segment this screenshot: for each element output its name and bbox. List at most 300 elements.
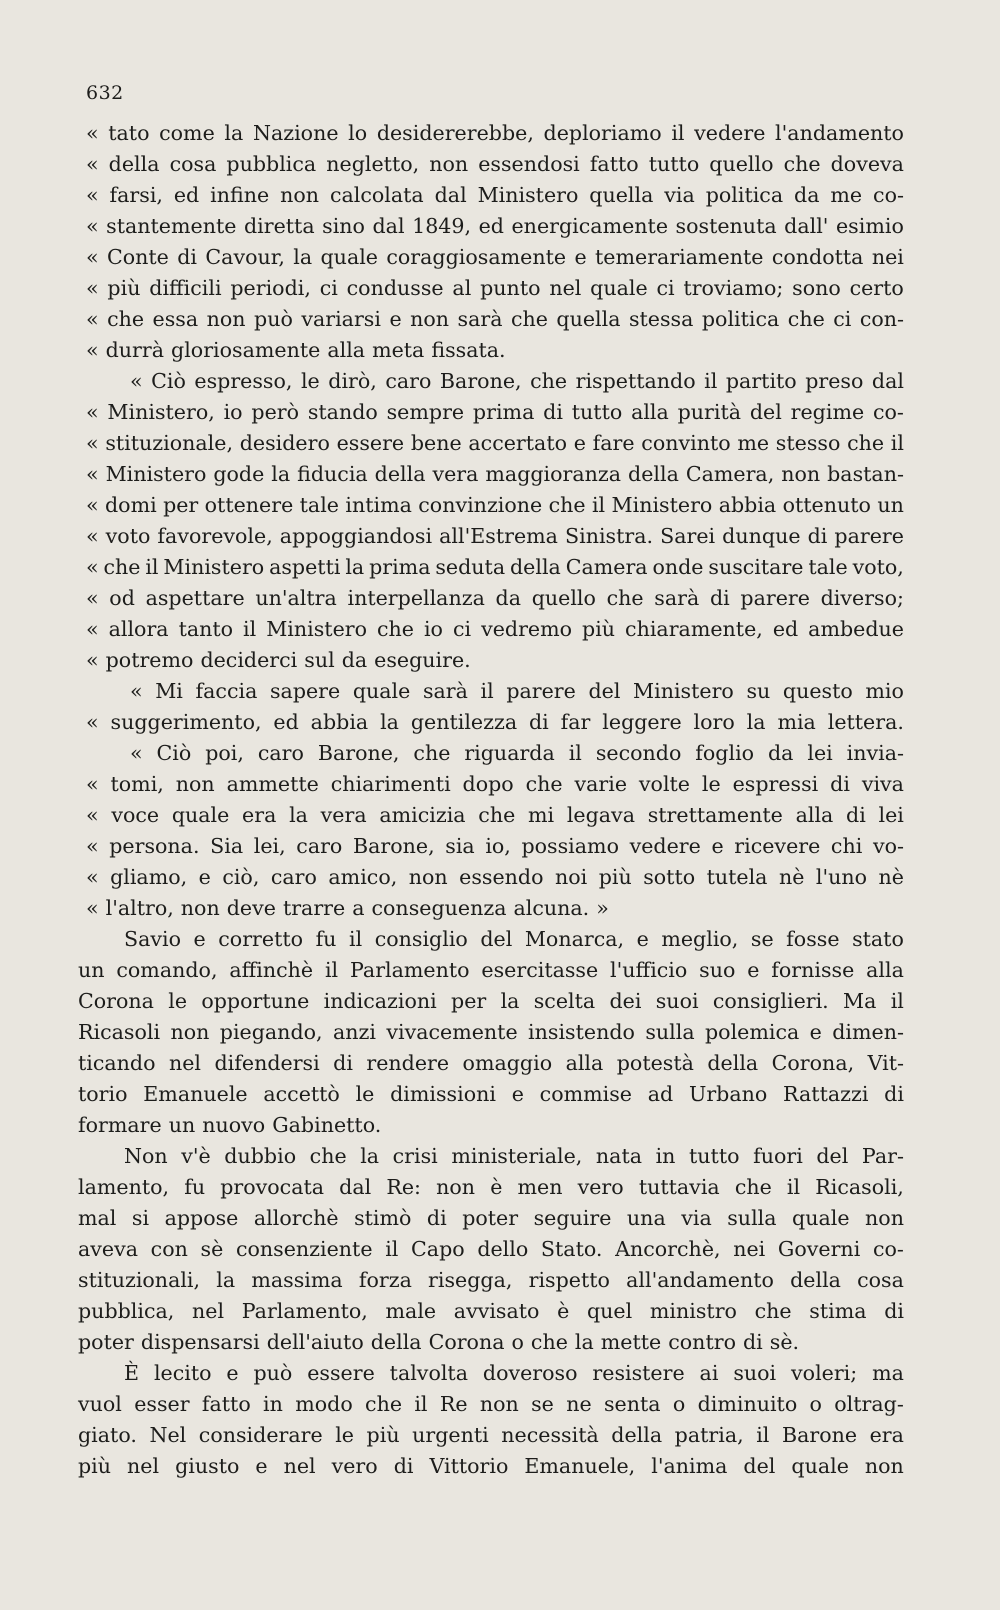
word: con- <box>859 307 904 331</box>
word: lamento, <box>78 1175 170 1199</box>
word: suoi <box>655 989 699 1013</box>
word: consiglieri. <box>712 989 829 1013</box>
word: dei <box>609 989 642 1013</box>
word: desidererebbe, <box>376 121 534 145</box>
word: espresso, <box>194 369 293 393</box>
word: un <box>877 493 904 517</box>
text-line <box>78 676 904 707</box>
word: o <box>511 1330 524 1354</box>
word: consiglio <box>374 927 468 951</box>
word: diverso; <box>820 586 904 610</box>
word: Stato. <box>540 1237 603 1261</box>
word: fiducia <box>297 462 368 486</box>
word: mi <box>527 803 555 827</box>
word: ci <box>833 307 852 331</box>
word: della <box>370 1330 422 1354</box>
word: foglio <box>695 741 755 765</box>
word: se <box>531 1392 554 1416</box>
word: condusse <box>346 276 444 300</box>
word: espressi <box>732 772 819 796</box>
word: del <box>588 679 621 703</box>
word: Ricasoli <box>78 1020 161 1044</box>
word: riguarda <box>464 741 555 765</box>
word: « <box>86 307 99 331</box>
text-line <box>78 1327 904 1358</box>
text-line <box>78 490 904 521</box>
word: però <box>251 400 300 424</box>
word: aspetti <box>269 555 341 579</box>
word: a <box>352 896 365 920</box>
word: voce <box>111 803 160 827</box>
word: urgenti <box>412 1423 489 1447</box>
word: gloriosamente <box>171 338 321 362</box>
word: che <box>103 555 141 579</box>
word: talvolta <box>389 1361 468 1385</box>
word: formare <box>78 1113 162 1137</box>
word: fornisse <box>771 958 855 982</box>
word: non <box>429 152 469 176</box>
word: patria, <box>674 1423 744 1447</box>
word: nei <box>733 1237 766 1261</box>
word: commise <box>539 1082 632 1106</box>
word: nuovo <box>202 1113 266 1137</box>
word: senta <box>603 1392 661 1416</box>
word: Barone <box>781 1423 858 1447</box>
word: non <box>864 1454 904 1478</box>
word: Capo <box>411 1237 465 1261</box>
word: suggerimento, <box>110 710 262 734</box>
word: che <box>787 307 825 331</box>
word: allora <box>108 617 169 641</box>
word: caro <box>385 369 432 393</box>
word: Sinistra. <box>565 524 654 548</box>
word: più <box>598 865 632 889</box>
word: caro <box>270 865 317 889</box>
word: stessa <box>628 307 694 331</box>
word: purità <box>677 400 742 424</box>
word: difficili <box>149 276 222 300</box>
word: comando, <box>116 958 218 982</box>
word: necessità <box>501 1423 599 1447</box>
word: il <box>385 1237 399 1261</box>
word: convinto <box>641 431 731 455</box>
word: che <box>606 586 644 610</box>
word: co- <box>872 400 904 424</box>
word: sarà <box>422 679 468 703</box>
text-line <box>78 1017 904 1048</box>
word: con <box>150 1237 188 1261</box>
word: come <box>159 121 215 145</box>
word: caro <box>257 741 304 765</box>
word: non <box>781 462 821 486</box>
word: seduta <box>435 555 506 579</box>
word: in <box>655 1144 676 1168</box>
word: sapere <box>269 679 341 703</box>
word: indicazioni <box>323 989 437 1013</box>
word: giusto <box>175 1454 240 1478</box>
word: loro <box>693 710 735 734</box>
word: stesso <box>775 431 841 455</box>
word: nel <box>549 276 582 300</box>
word: parere <box>740 586 810 610</box>
word: può <box>254 307 293 331</box>
word: ci <box>656 276 675 300</box>
word: che <box>478 803 516 827</box>
word: ticando <box>78 1051 156 1075</box>
text-line <box>78 924 904 955</box>
body-text <box>78 118 904 1482</box>
word: quello <box>709 152 774 176</box>
word: suscitare <box>708 555 804 579</box>
word: che <box>107 307 145 331</box>
word: nè <box>878 865 904 889</box>
word: alla <box>866 958 904 982</box>
word: « <box>86 710 99 734</box>
word: che <box>548 493 586 517</box>
word: Barone, <box>317 741 400 765</box>
text-line <box>78 335 904 366</box>
word: ci <box>319 276 338 300</box>
word: l'ufficio <box>610 958 688 982</box>
word: insistendo <box>528 1020 635 1044</box>
word: negletto, <box>326 152 420 176</box>
word: lettera. <box>827 710 904 734</box>
word: men <box>517 1175 563 1199</box>
word: la <box>224 121 244 145</box>
word: più <box>366 1423 400 1447</box>
word: Ciò <box>156 741 192 765</box>
word: che <box>530 1330 568 1354</box>
word: e <box>193 927 206 951</box>
word: tomi, <box>110 772 164 796</box>
word: polemica <box>705 1020 800 1044</box>
text-line <box>78 1079 904 1110</box>
word: lei, <box>253 834 286 858</box>
word: il <box>890 989 904 1013</box>
word: nel <box>168 1051 202 1075</box>
word: non <box>180 896 220 920</box>
word: me <box>737 431 770 455</box>
word: il <box>480 679 494 703</box>
word: torio <box>78 1082 128 1106</box>
word: non <box>280 183 320 207</box>
word: Camera, <box>685 462 775 486</box>
word: Ricasoli, <box>815 1175 904 1199</box>
word: stando <box>307 400 378 424</box>
text-line <box>78 428 904 459</box>
word: di <box>426 1206 447 1230</box>
word: È <box>124 1361 140 1385</box>
word: gode <box>213 462 265 486</box>
word: suoi <box>733 1361 777 1385</box>
word: legava <box>566 803 635 827</box>
word: un'altra <box>255 586 337 610</box>
word: le <box>300 369 320 393</box>
word: leggere <box>602 710 682 734</box>
word: modo <box>295 1392 353 1416</box>
word: è <box>490 1175 503 1199</box>
word: stimò <box>354 1206 412 1230</box>
word: Monarca, <box>524 927 625 951</box>
word: e <box>711 834 724 858</box>
word: dal <box>372 214 405 238</box>
page-number: 632 <box>86 82 124 104</box>
word: meta <box>372 338 425 362</box>
word: fatto <box>201 1392 251 1416</box>
word: in <box>263 1392 283 1416</box>
word: deploriamo <box>543 121 662 145</box>
word: « <box>86 245 99 269</box>
word: alla <box>795 803 834 827</box>
word: « <box>86 121 99 145</box>
word: partito <box>725 369 797 393</box>
word: alla <box>565 1051 604 1075</box>
word: la <box>345 555 365 579</box>
word: sè. <box>769 1330 800 1354</box>
word: e <box>226 1361 239 1385</box>
word: la <box>289 803 308 827</box>
word: Parlamento <box>349 958 470 982</box>
word: può <box>253 1361 293 1385</box>
word: il <box>786 1175 801 1199</box>
word: stituzionale, <box>105 431 233 455</box>
word: Vittorio <box>429 1454 509 1478</box>
text-line <box>78 211 904 242</box>
word: Ministero <box>105 462 207 486</box>
text-line <box>78 521 904 552</box>
text-line <box>78 366 904 397</box>
text-line <box>78 242 904 273</box>
word: noi <box>554 865 588 889</box>
word: non <box>865 1206 904 1230</box>
word: e <box>198 865 211 889</box>
word: nel <box>127 1454 160 1478</box>
word: piegando, <box>219 1020 323 1044</box>
word: Non <box>124 1144 168 1168</box>
word: ad <box>647 1082 674 1106</box>
word: tutto <box>571 400 623 424</box>
word: la <box>216 1268 236 1292</box>
word: politica <box>701 307 780 331</box>
word: convinzione <box>418 493 543 517</box>
word: cosa <box>169 152 217 176</box>
word: ministeriale, <box>451 1144 583 1168</box>
word: ed <box>173 183 200 207</box>
word: e <box>747 958 760 982</box>
word: strettamente <box>647 803 783 827</box>
text-line <box>78 1110 904 1141</box>
word: non <box>175 772 215 796</box>
word: Re <box>439 1392 468 1416</box>
text-line <box>78 862 904 893</box>
word: Vit- <box>867 1051 904 1075</box>
word: tuttavia <box>638 1175 720 1199</box>
word: il <box>704 369 718 393</box>
word: energicamente <box>511 214 669 238</box>
word: pubblica, <box>78 1299 175 1323</box>
word: Sarei <box>660 524 716 548</box>
word: viva <box>861 772 904 796</box>
word: di <box>333 1051 353 1075</box>
word: consenziente <box>235 1237 373 1261</box>
word: Re: <box>386 1175 421 1199</box>
word: io <box>423 617 443 641</box>
word: mal <box>78 1206 117 1230</box>
word: periodi, <box>230 276 311 300</box>
word: invia- <box>846 741 904 765</box>
word: oltrag- <box>834 1392 904 1416</box>
word: farsi, <box>109 183 163 207</box>
word: Corona <box>428 1330 505 1354</box>
text-line <box>78 552 904 583</box>
text-line <box>78 273 904 304</box>
word: alla <box>327 338 366 362</box>
word: corretto <box>218 927 304 951</box>
word: gentilezza <box>410 710 518 734</box>
word: di <box>807 524 828 548</box>
word: tutela <box>706 865 768 889</box>
word: il <box>414 1392 428 1416</box>
word: ambedue <box>808 617 904 641</box>
word: il <box>145 555 159 579</box>
word: sarà <box>457 307 503 331</box>
word: co- <box>873 183 904 207</box>
word: « <box>86 214 99 238</box>
word: ricevere <box>734 834 821 858</box>
word: abbia <box>310 710 369 734</box>
word: gliamo, <box>110 865 188 889</box>
word: tutto <box>689 1144 740 1168</box>
word: da <box>341 648 368 672</box>
word: rispetto <box>528 1268 610 1292</box>
word: vedere <box>694 121 766 145</box>
word: diretta <box>243 214 315 238</box>
word: vo- <box>872 834 904 858</box>
word: durrà <box>105 338 165 362</box>
word: l'altro, <box>105 896 174 920</box>
word: il <box>348 927 363 951</box>
word: la <box>293 245 313 269</box>
word: Camera <box>565 555 648 579</box>
text-line <box>78 118 904 149</box>
word: lecito <box>153 1361 212 1385</box>
word: tato <box>108 121 150 145</box>
word: il <box>591 493 606 517</box>
word: un <box>168 1113 196 1137</box>
word: deciderci <box>200 648 298 672</box>
word: della <box>108 152 160 176</box>
word: onde <box>652 555 704 579</box>
word: tutto <box>648 152 700 176</box>
word: quale <box>792 1206 850 1230</box>
word: la <box>574 1330 594 1354</box>
word: io, <box>485 834 511 858</box>
word: Barone, <box>439 369 522 393</box>
word: ne <box>566 1392 592 1416</box>
word: voto <box>105 524 151 548</box>
word: favorevole, <box>157 524 273 548</box>
word: Governi <box>777 1237 861 1261</box>
word: persona. <box>109 834 200 858</box>
word: di <box>709 586 730 610</box>
word: la <box>271 462 291 486</box>
text-line <box>78 304 904 335</box>
word: dal <box>871 369 904 393</box>
word: regime <box>790 400 865 424</box>
word: l'andamento <box>775 121 904 145</box>
word: ottenuto <box>782 493 871 517</box>
word: quale <box>791 1454 849 1478</box>
word: chiarimenti <box>330 772 451 796</box>
word: quale <box>320 245 378 269</box>
word: o <box>809 1392 822 1416</box>
word: vero <box>577 1175 624 1199</box>
word: un <box>78 958 105 982</box>
word: fare <box>592 431 635 455</box>
word: del <box>743 1454 776 1478</box>
word: più <box>78 1454 112 1478</box>
text-line <box>78 769 904 800</box>
word: dimen- <box>832 1020 904 1044</box>
word: tale <box>808 555 848 579</box>
word: » <box>596 896 609 920</box>
word: variarsi <box>301 307 381 331</box>
word: stima <box>809 1299 867 1323</box>
word: « <box>86 555 99 579</box>
text-line <box>78 986 904 1017</box>
word: co- <box>872 1237 904 1261</box>
word: le <box>701 772 721 796</box>
word: sul <box>304 648 335 672</box>
word: 1849, <box>412 214 472 238</box>
word: « <box>86 896 99 920</box>
word: fuori <box>753 1144 803 1168</box>
word: seguire <box>533 1206 612 1230</box>
word: che <box>413 741 451 765</box>
text-line <box>78 1451 904 1482</box>
word: alcuna. <box>513 896 590 920</box>
word: appose <box>164 1206 239 1230</box>
word: bastan- <box>827 462 904 486</box>
word: e <box>511 1082 524 1106</box>
word: più <box>582 617 616 641</box>
word: doveroso <box>482 1361 578 1385</box>
word: dal <box>434 183 467 207</box>
word: sono <box>792 276 841 300</box>
word: accertato <box>468 431 567 455</box>
word: che <box>525 772 563 796</box>
word: essendo <box>459 865 544 889</box>
word: nei <box>871 245 904 269</box>
word: Ministero <box>163 555 265 579</box>
word: v'è <box>181 1144 211 1168</box>
word: di <box>846 803 866 827</box>
word: male <box>385 1299 437 1323</box>
word: il <box>324 958 339 982</box>
word: « <box>86 524 99 548</box>
word: vedere <box>629 834 701 858</box>
word: di <box>830 772 850 796</box>
word: risegga, <box>428 1268 513 1292</box>
word: la <box>360 1144 380 1168</box>
word: sempre <box>386 400 465 424</box>
word: della <box>628 462 679 486</box>
word: era <box>242 803 277 827</box>
word: suo <box>699 958 736 982</box>
text-line <box>78 149 904 180</box>
word: « <box>86 803 99 827</box>
word: e <box>636 927 649 951</box>
